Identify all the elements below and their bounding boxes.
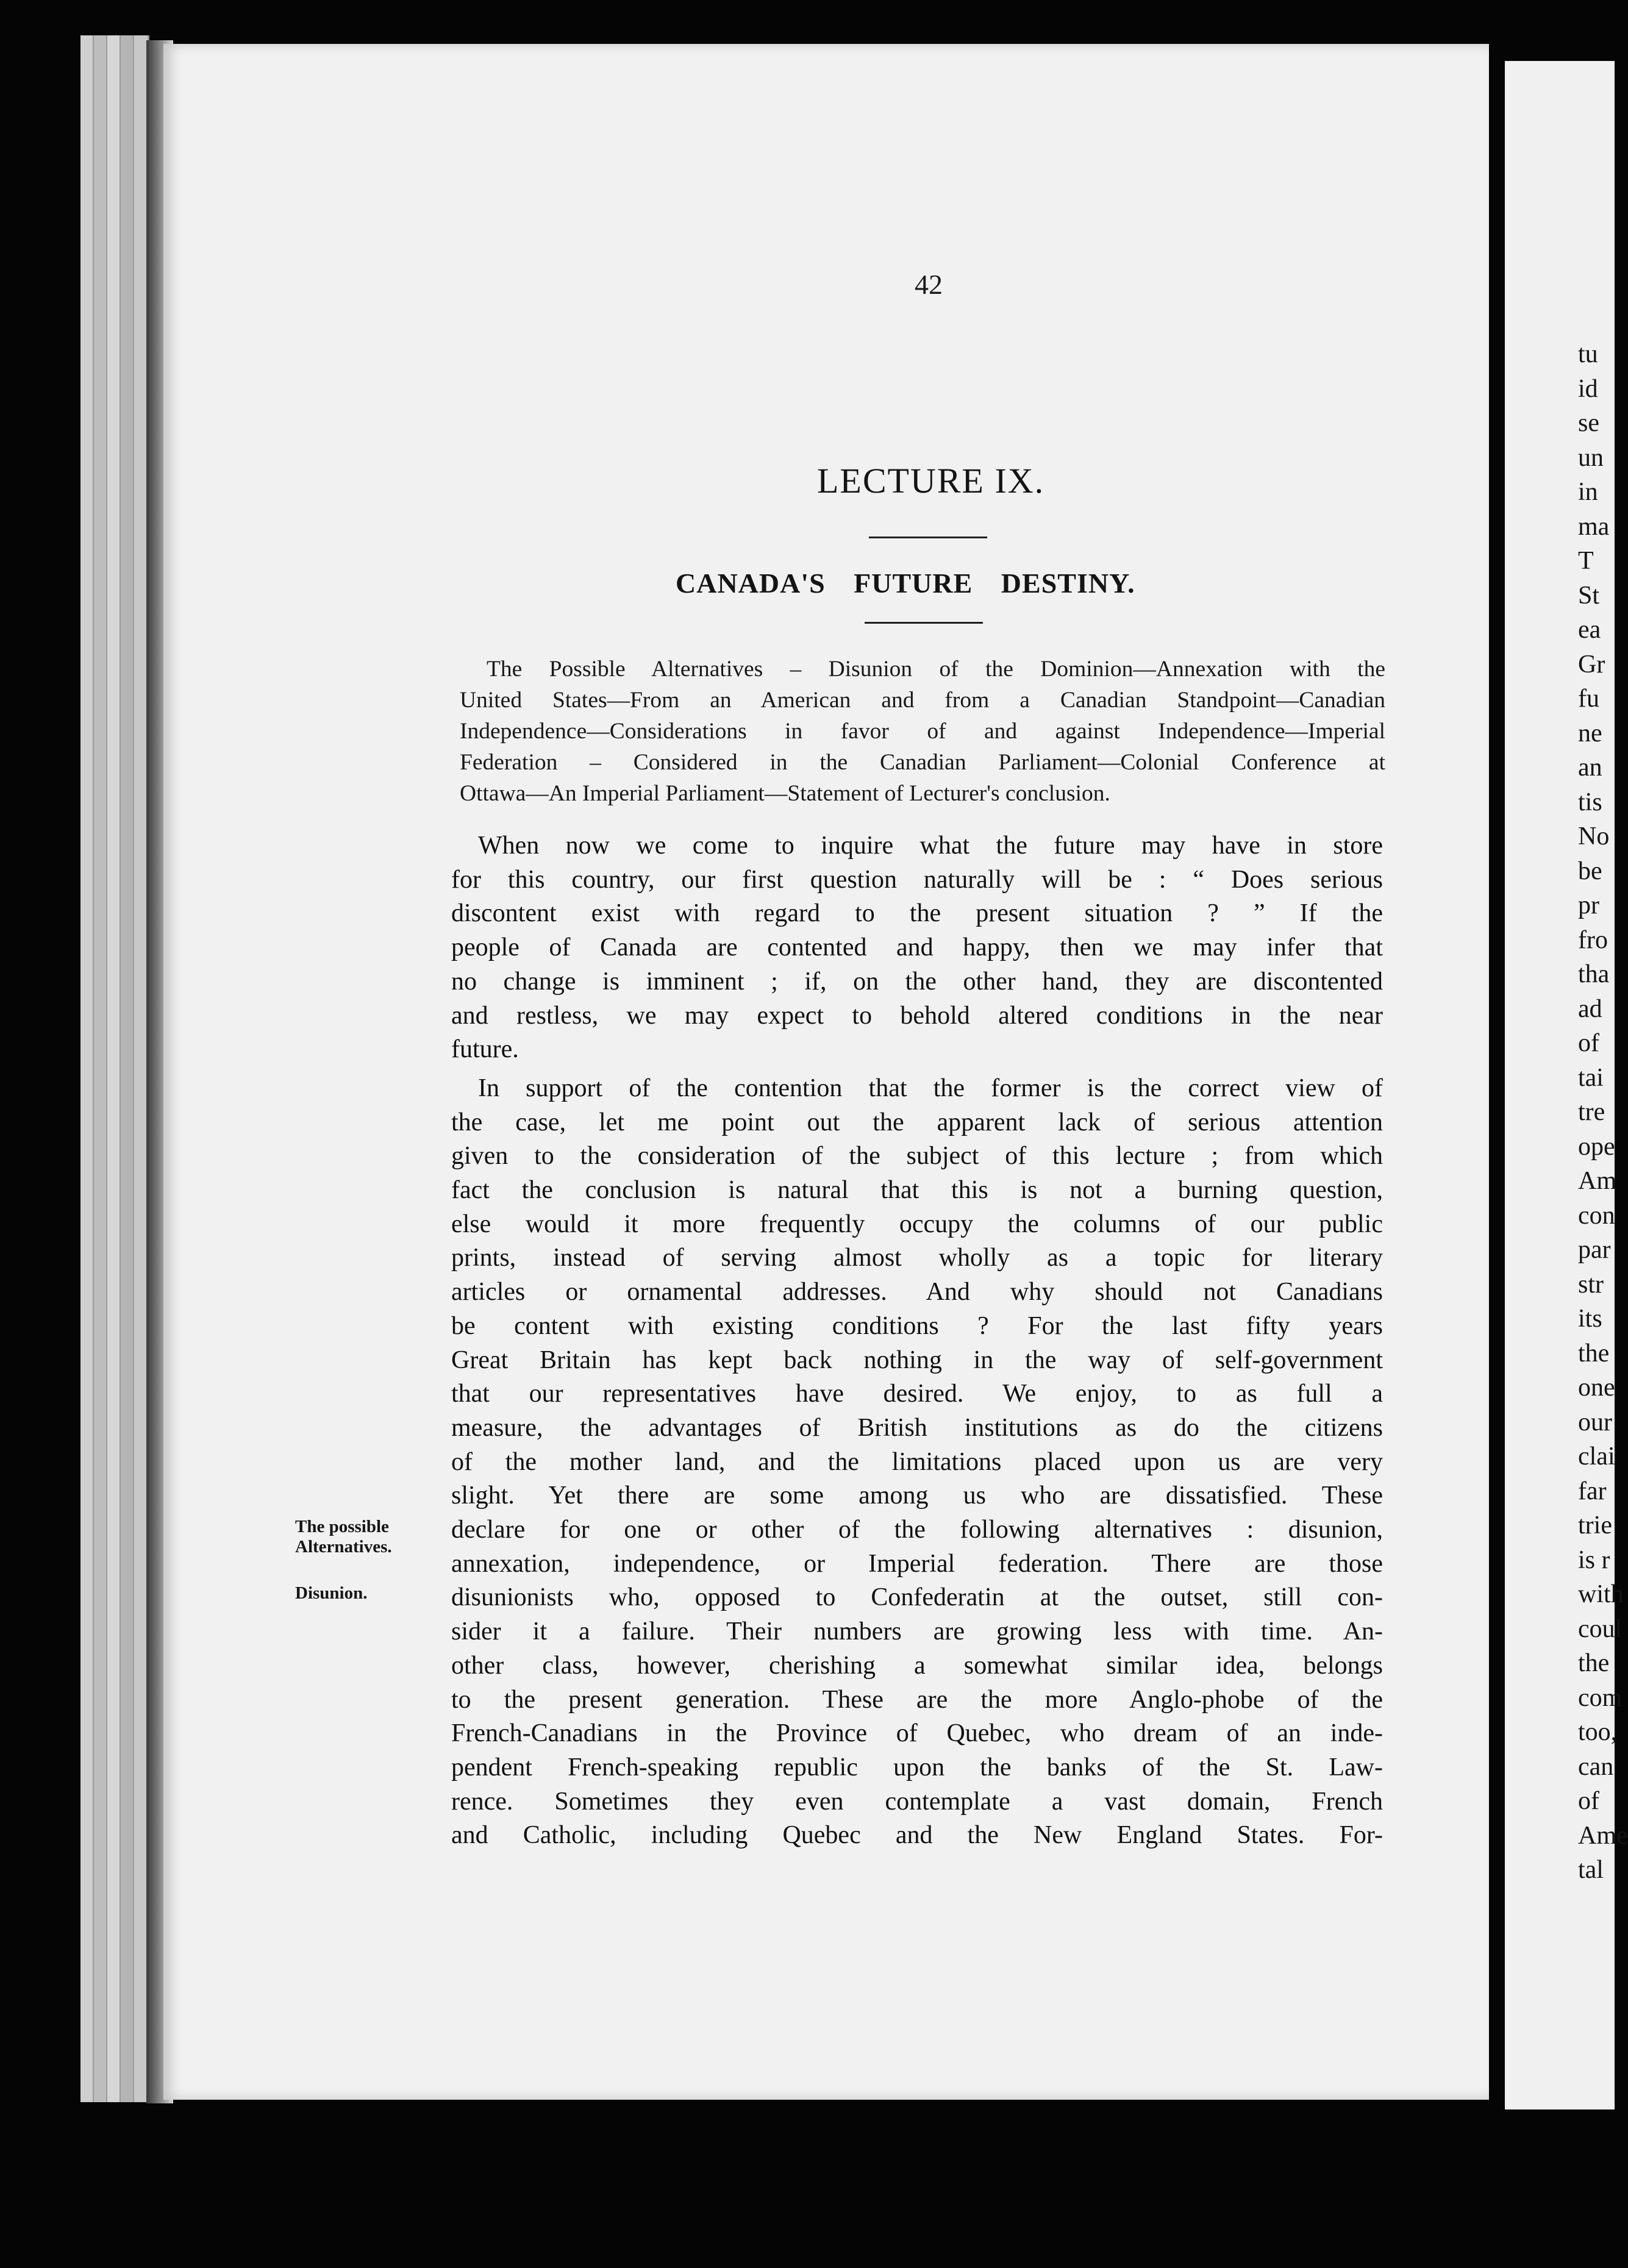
chapter-synopsis	[460, 654, 1385, 809]
paragraph-line: declare for one or other of the following alternatives : disunion,	[451, 1516, 1383, 1544]
synopsis-line: The Possible Alternatives – Disunion of the Dominion—Annexation with the	[487, 657, 1385, 682]
paragraph-line: no change is imminent ; if, on the other hand, they are discontented	[451, 967, 1383, 996]
facing-page-fragment: of	[1578, 1029, 1599, 1057]
paragraph-line: the case, let me point out the apparent lack of serious attention	[451, 1108, 1383, 1136]
paragraph-line: and restless, we may expect to behold altered conditions in the near	[451, 1001, 1383, 1030]
facing-page-fragment: with	[1578, 1580, 1624, 1608]
facing-page-fragment: Am	[1578, 1167, 1616, 1195]
facing-page-fragment: se	[1578, 409, 1599, 437]
facing-page-fragment: St	[1578, 581, 1600, 610]
paragraph-line: given to the consideration of the subject of this lecture ; from which	[451, 1142, 1383, 1171]
facing-page-fragment: be	[1578, 857, 1602, 885]
paragraph-line: else would it more frequently occupy the columns of our public	[451, 1210, 1383, 1238]
synopsis-line: Ottawa—An Imperial Parliament—Statement of Lecturer's conclusion.	[460, 781, 1110, 806]
facing-page-fragment: pr	[1578, 891, 1599, 919]
paragraph-line: Great Britain has kept back nothing in the way of self-government	[451, 1346, 1383, 1374]
paragraph-line: sider it a failure. Their numbers are growing less with time. An-	[451, 1617, 1383, 1646]
margin-note-disunion: Disunion.	[295, 1583, 368, 1603]
paragraph-line: that our representatives have desired. We enjoy, to as full a	[451, 1380, 1383, 1408]
facing-page-fragment: ea	[1578, 616, 1601, 644]
paragraph-line: disunionists who, opposed to Confederatin at the outset, still con-	[451, 1583, 1383, 1612]
facing-page-fragment: str	[1578, 1270, 1604, 1299]
paragraph-line: future.	[451, 1035, 519, 1064]
paragraph-line: slight. Yet there are some among us who are dissatisfied. These	[451, 1482, 1383, 1510]
facing-page-fragment: tre	[1578, 1098, 1605, 1126]
facing-page-fragment: No	[1578, 822, 1610, 850]
page-number: 42	[915, 269, 943, 300]
facing-page-fragment: id	[1578, 374, 1598, 403]
facing-page-fragment: our	[1578, 1408, 1612, 1436]
paragraph-line: people of Canada are contented and happy, then we may infer that	[451, 933, 1383, 962]
facing-page-fragment: com	[1578, 1683, 1623, 1712]
facing-page-fragment: is r	[1578, 1546, 1610, 1574]
facing-page-fragment: tal	[1578, 1856, 1604, 1884]
paragraph-line: pendent French-speaking republic upon the banks of the St. Law-	[451, 1753, 1383, 1781]
facing-page-fragment: coul	[1578, 1614, 1623, 1643]
paragraph-line: In support of the contention that the former is the correct view of	[478, 1074, 1383, 1102]
paragraph-line: prints, instead of serving almost wholly as a topic for literary	[451, 1244, 1383, 1272]
facing-page-fragment: tha	[1578, 960, 1610, 988]
facing-page-fragment: un	[1578, 443, 1604, 472]
facing-page-fragment: its	[1578, 1305, 1602, 1333]
facing-page-fragment: in	[1578, 478, 1598, 506]
facing-page-fragment: far	[1578, 1477, 1607, 1505]
paragraph-line: of the mother land, and the limitations placed upon us are very	[451, 1447, 1383, 1476]
facing-page-fragment: the	[1578, 1339, 1610, 1368]
paragraph-line: annexation, independence, or Imperial federation. There are those	[451, 1549, 1383, 1578]
synopsis-line: Federation – Considered in the Canadian Parliament—Colonial Conference at	[460, 750, 1385, 775]
facing-page-fragment: clai	[1578, 1442, 1615, 1471]
facing-page-fragment: tis	[1578, 788, 1602, 816]
facing-page-fragment: an	[1578, 754, 1602, 782]
body-text	[451, 829, 1383, 1853]
facing-page-fragment: Gr	[1578, 650, 1605, 679]
paragraph-line: for this country, our first question naturally will be : “ Does serious	[451, 865, 1383, 894]
facing-page-fragment: ad	[1578, 994, 1602, 1023]
paragraph-line: discontent exist with regard to the present situation ? ” If the	[451, 899, 1383, 928]
margin-note-line: Alternatives.	[295, 1537, 392, 1557]
paragraph-line: measure, the advantages of British institutions as do the citizens	[451, 1413, 1383, 1442]
chapter-divider	[865, 622, 983, 624]
facing-page-fragment: one	[1578, 1374, 1615, 1402]
chapter-title: CANADA'S FUTURE DESTINY.	[676, 568, 1135, 599]
facing-page-fragment: Ame	[1578, 1821, 1628, 1850]
facing-page-fragment: the	[1578, 1649, 1610, 1677]
facing-page-fragment: too,	[1578, 1718, 1618, 1746]
lecture-title: LECTURE IX.	[817, 461, 1045, 501]
synopsis-line: United States—From an American and from a Canadian Standpoint—Canadian	[460, 688, 1385, 713]
synopsis-line: Independence—Considerations in favor of and against Independence—Imperial	[460, 719, 1385, 744]
paragraph-line: When now we come to inquire what the future may have in store	[478, 832, 1383, 860]
facing-page-fragment: par	[1578, 1236, 1611, 1264]
facing-page-fragment: con	[1578, 1201, 1615, 1230]
margin-note-line: The possible	[295, 1517, 389, 1536]
facing-page-fragment: tai	[1578, 1063, 1604, 1092]
facing-page-fragment: can	[1578, 1752, 1614, 1781]
facing-page-fragment: tu	[1578, 340, 1598, 368]
facing-page-fragment: of	[1578, 1787, 1599, 1815]
facing-page-fragment: trie	[1578, 1511, 1612, 1539]
paragraph-line: fact the conclusion is natural that this is not a burning question,	[451, 1176, 1383, 1205]
margin-note-possible-alternatives	[295, 1517, 392, 1557]
title-divider	[869, 537, 987, 538]
paragraph-line: French-Canadians in the Province of Quebec, who dream of an inde-	[451, 1719, 1383, 1748]
facing-page-fragments	[1578, 337, 1628, 1888]
facing-page-fragment: ope	[1578, 1132, 1615, 1161]
paragraph-line: rence. Sometimes they even contemplate a vast domain, French	[451, 1787, 1383, 1816]
facing-page-fragment: ne	[1578, 719, 1602, 747]
facing-page-fragment: fu	[1578, 685, 1599, 713]
paragraph-line: and Catholic, including Quebec and the New England States. For-	[451, 1821, 1383, 1850]
paragraph-line: other class, however, cherishing a somewhat similar idea, belongs	[451, 1651, 1383, 1680]
facing-page-fragment: ma	[1578, 512, 1610, 541]
paragraph-line: articles or ornamental addresses. And why should not Canadians	[451, 1278, 1383, 1307]
paragraph-line: be content with existing conditions ? For the last fifty years	[451, 1311, 1383, 1340]
facing-page-fragment: fro	[1578, 925, 1608, 954]
paragraph-line: to the present generation. These are the more Anglo-phobe of the	[451, 1685, 1383, 1714]
facing-page-fragment: T	[1578, 547, 1594, 575]
